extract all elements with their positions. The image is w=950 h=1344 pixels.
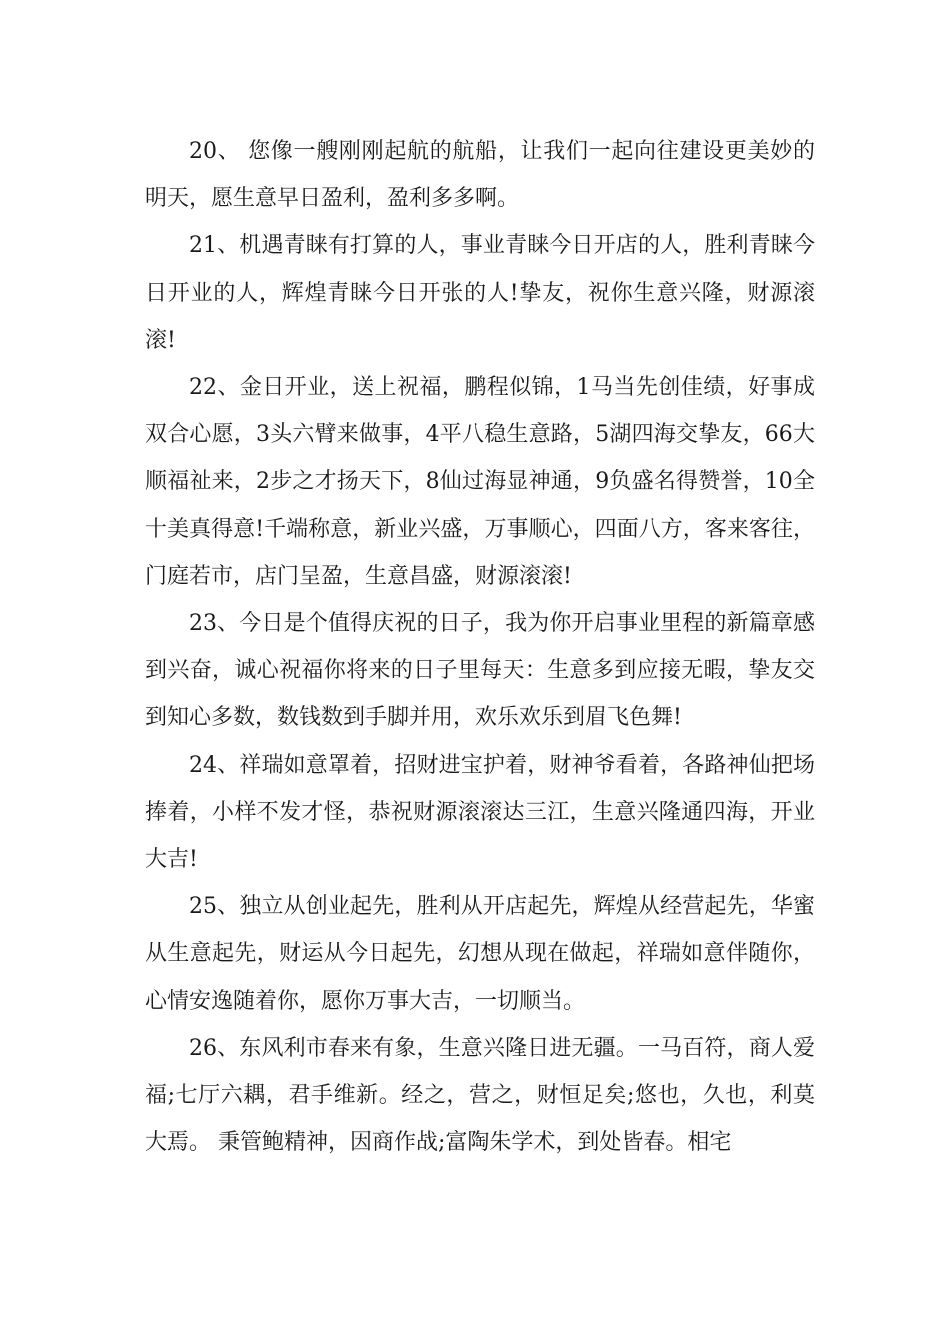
paragraph-20: 20、 您像一艘刚刚起航的航船，让我们一起向往建设更美妙的明天，愿生意早日盈利，盈利多多啊。 [145, 139, 815, 212]
paragraph-23: 23、今日是个值得庆祝的日子，我为你开启事业里程的新篇章感到兴奋，诚心祝福你将来的日子里每天：生意多到应接无暇，挚友交到知心多数，数钱数到手脚并用，欢乐欢乐到眉飞色舞! [145, 611, 815, 731]
paragraph-22: 22、金日开业，送上祝福，鹏程似锦，1马当先创佳绩，好事成双合心愿，3头六臂来做事，4平八稳生意路，5湖四海交挚友，66大顺福祉来，2步之才扬天下，8仙过海显神通，9负盛名得赞誉，10全十美真得意!千端称意，新业兴盛，万事顺心，四面八方，客来客往，门庭若市，店门呈盈，生意昌盛，财源滚滚! [145, 375, 815, 589]
paragraph-24: 24、祥瑞如意罩着，招财进宝护着，财神爷看着，各路神仙把场捧着，小样不发才怪，恭祝财源滚滚达三江，生意兴隆通四海，开业大吉! [145, 752, 815, 873]
paragraph-26: 26、东风利市春来有象，生意兴隆日进无疆。一马百符，商人爱福;七厅六耦，君手维新。经之，营之，财恒足矣;悠也，久也，利莫大焉。 秉管鲍精神，因商作战;富陶朱学术，到处皆春。相宅 [145, 1035, 815, 1156]
document-body [145, 128, 815, 1166]
paragraph-21: 21、机遇青睐有打算的人，事业青睐今日开店的人，胜利青睐今日开业的人，辉煌青睐今日开张的人!挚友，祝你生意兴隆，财源滚滚! [145, 233, 815, 353]
paragraph-25: 25、独立从创业起先，胜利从开店起先，辉煌从经营起先，华蜜从生意起先，财运从今日起先，幻想从现在做起，祥瑞如意伴随你，心情安逸随着你，愿你万事大吉，一切顺当。 [145, 894, 815, 1014]
